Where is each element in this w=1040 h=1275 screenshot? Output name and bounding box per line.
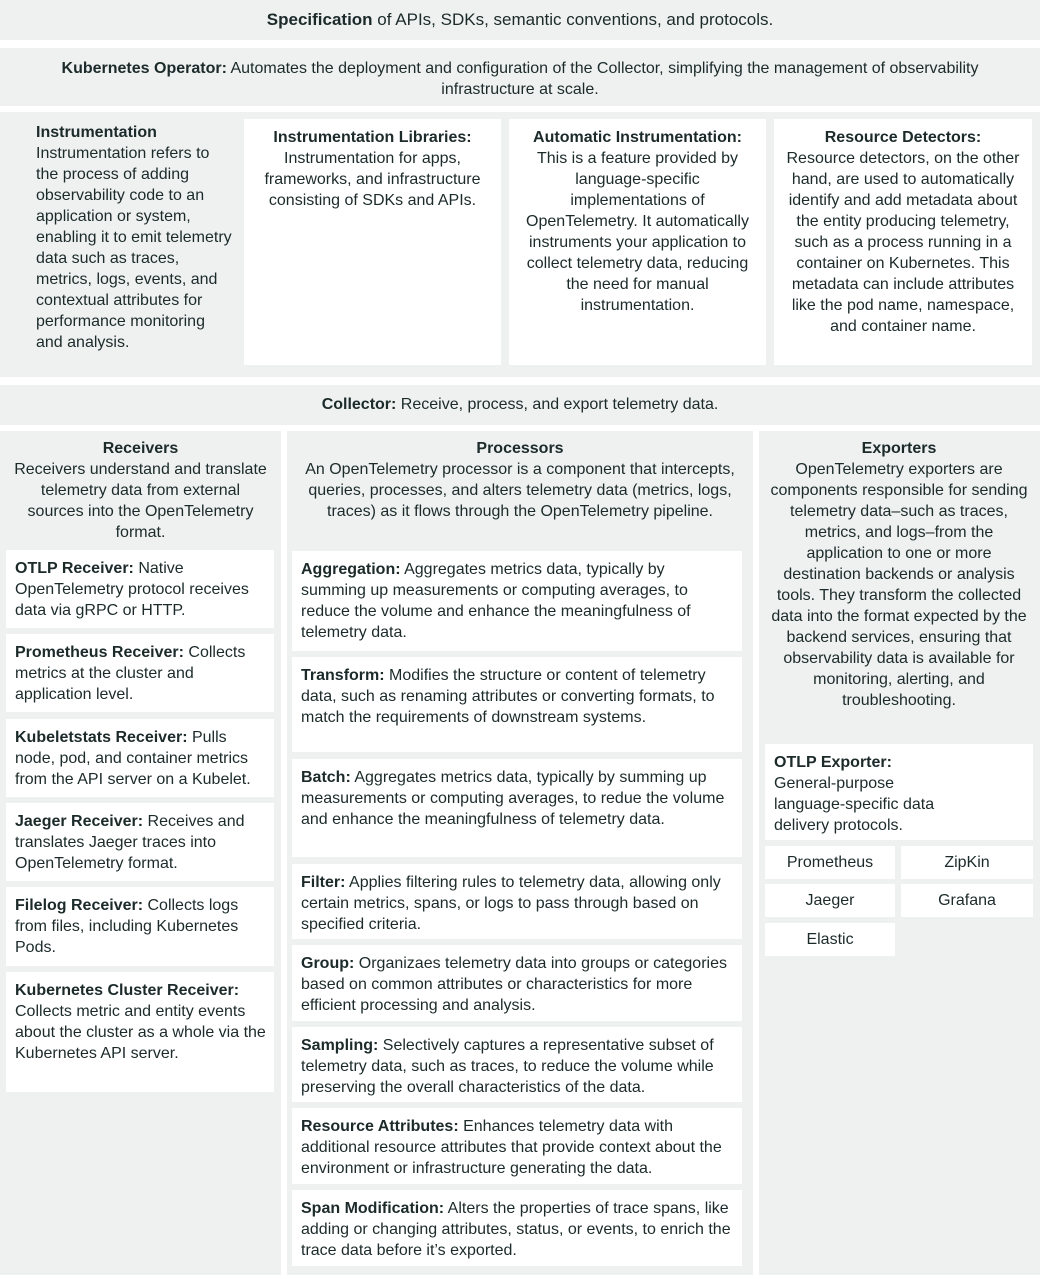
specification-band (0, 0, 1040, 40)
instrumentation-libraries-card (244, 119, 501, 365)
exporters-header (769, 438, 1029, 711)
specification-text: of APIs, SDKs, semantic conventions, and protocols. (372, 10, 774, 29)
span-modification-processor-text: Alters the properties of trace spans, like adding or changing attributes, status, or events, to enrich the trace data before it’s exported. (301, 1200, 731, 1259)
filelog-receiver-card (6, 887, 274, 966)
collector-title: Collector: (321, 396, 397, 413)
filter-processor-card (292, 864, 742, 939)
filelog-receiver-title: Filelog Receiver: (15, 897, 144, 914)
aggregation-processor-card (292, 551, 742, 651)
batch-processor-card (292, 759, 742, 857)
resource-detectors-text: Resource detectors, on the other hand, are used to automatically identify and add metadata about the entity producing telemetry, such as a process running in a container on Kubernetes. This metadata can include attributes like the pod name, namespace, and container name. (786, 150, 1020, 335)
kubeletstats-receiver-title: Kubeletstats Receiver: (15, 729, 188, 746)
receivers-desc: Receivers understand and translate telemetry data from external sources into the OpenTelemetry format. (14, 461, 267, 541)
aggregation-processor-text: Aggregates metrics data, typically by summing up measurements or computing averages, to reduce the volume and enhance the meaningfulness of telemetry data. (301, 561, 691, 641)
instrumentation-libraries-text: Instrumentation for apps, frameworks, and infrastructure consisting of SDKs and APIs. (264, 150, 481, 209)
backend-zipkin: ZipKin (901, 846, 1033, 879)
operator-band (0, 48, 1040, 106)
receivers-title: Receivers (102, 440, 179, 457)
group-processor-text: Organizaes telemetry data into groups or categories based on common attributes or characteristics for more efficient processing and analysis. (301, 955, 727, 1014)
prometheus-receiver-title: Prometheus Receiver: (15, 644, 184, 661)
automatic-instrumentation-title: Automatic Instrumentation: (533, 129, 742, 146)
operator-title: Kubernetes Operator: (61, 60, 227, 77)
batch-processor-text: Aggregates metrics data, typically by summing up measurements or computing averages, to redue the volume and enhance the meaningfulness of telemetry data. (301, 769, 725, 828)
backend-jaeger: Jaeger (765, 884, 895, 917)
otlp-exporter-title: OTLP Exporter: (774, 754, 892, 771)
transform-processor-title: Transform: (301, 667, 385, 684)
prometheus-receiver-card (6, 634, 274, 712)
receivers-header (14, 438, 267, 543)
specification-title: Specification (266, 10, 373, 29)
resource-detectors-title: Resource Detectors: (824, 129, 982, 146)
backend-grafana: Grafana (901, 884, 1033, 917)
sampling-processor-title: Sampling: (301, 1037, 379, 1054)
operator-text: Automates the deployment and configuration of the Collector, simplifying the management of observability infrastructure at scale. (226, 60, 979, 98)
kubeletstats-receiver-card (6, 719, 274, 797)
group-processor-card (292, 945, 742, 1021)
otlp-exporter-card (765, 744, 1033, 840)
instrumentation-text: Instrumentation refers to the process of adding observability code to an application or system, enabling it to emit telemetry data such as traces, metrics, logs, events, and contextual attributes for performance monitoring and analysis. (36, 145, 232, 351)
sampling-processor-card (292, 1027, 742, 1102)
receivers-column (0, 431, 281, 1275)
exporters-column (759, 431, 1040, 1275)
jaeger-receiver-title: Jaeger Receiver: (15, 813, 144, 830)
kubernetes-cluster-receiver-title: Kubernetes Cluster Receiver: (15, 982, 240, 999)
otlp-receiver-title: OTLP Receiver: (15, 560, 134, 577)
processors-desc: An OpenTelemetry processor is a component that intercepts, queries, processes, and alters telemetry data (metrics, logs, traces) as it flows through the OpenTelemetry pipeline. (305, 461, 735, 520)
filelog-receiver-text: Collects logs from files, including Kubernetes Pods. (15, 897, 239, 956)
otlp-receiver-text: Native OpenTelemetry protocol receives data via gRPC or HTTP. (15, 560, 249, 619)
prometheus-receiver-text: Collects metrics at the cluster and application level. (15, 644, 246, 703)
resource-detectors-card (774, 119, 1032, 365)
jaeger-receiver-text: Receives and translates Jaeger traces into OpenTelemetry format. (15, 813, 245, 872)
filter-processor-text: Applies filtering rules to telemetry data, allowing only certain metrics, spans, or logs to pass through based on specified criteria. (301, 874, 721, 933)
instrumentation-title: Instrumentation (36, 124, 157, 141)
batch-processor-title: Batch: (301, 769, 351, 786)
otlp-exporter-text: General-purpose language-specific data delivery protocols. (774, 775, 935, 834)
automatic-instrumentation-text: This is a feature provided by language-specific implementations of OpenTelemetry. It automatically instruments your application to collect telemetry data, reducing the need for manual instrumentation. (526, 150, 749, 314)
sampling-processor-text: Selectively captures a representative subset of telemetry data, such as traces, to reduce the volume while preserving the overall characteristics of the data. (301, 1037, 714, 1096)
exporters-desc: OpenTelemetry exporters are components responsible for sending telemetry data–such as traces, metrics, and logs–from the application to one or more destination backends or analysis tools. They transform the collected data into the format expected by the backend services, ensuring that observability data is available for monitoring, alerting, and troubleshooting. (770, 461, 1028, 709)
backend-prometheus: Prometheus (765, 846, 895, 879)
transform-processor-text: Modifies the structure or content of telemetry data, such as renaming attributes or converting formats, to match the requirements of downstream systems. (301, 667, 715, 726)
resource-attributes-processor-title: Resource Attributes: (301, 1118, 459, 1135)
processors-title: Processors (476, 440, 564, 457)
automatic-instrumentation-card (509, 119, 766, 365)
kubernetes-cluster-receiver-text: Collects metric and entity events about the cluster as a whole via the Kubernetes API server. (15, 1003, 266, 1062)
jaeger-receiver-card (6, 803, 274, 881)
instrumentation-section (0, 112, 1040, 377)
resource-attributes-processor-text: Enhances telemetry data with additional resource attributes that provide context about the environment or infrastructure generating the data. (301, 1118, 722, 1177)
filter-processor-title: Filter: (301, 874, 346, 891)
group-processor-title: Group: (301, 955, 355, 972)
kubeletstats-receiver-text: Pulls node, pod, and container metrics from the API server on a Kubelet. (15, 729, 251, 788)
kubernetes-cluster-receiver-card (6, 972, 274, 1092)
backend-elastic: Elastic (765, 923, 895, 956)
collector-band (0, 385, 1040, 425)
instrumentation-libraries-title: Instrumentation Libraries: (273, 129, 472, 146)
otlp-receiver-card (6, 550, 274, 628)
span-modification-processor-card (292, 1190, 742, 1266)
span-modification-processor-title: Span Modification: (301, 1200, 445, 1217)
transform-processor-card (292, 657, 742, 752)
processors-column (287, 431, 753, 1275)
processors-header (295, 438, 745, 522)
exporters-title: Exporters (861, 440, 937, 457)
resource-attributes-processor-card (292, 1108, 742, 1184)
aggregation-processor-title: Aggregation: (301, 561, 401, 578)
collector-text: Receive, process, and export telemetry data. (396, 396, 719, 413)
instrumentation-intro (36, 122, 232, 353)
